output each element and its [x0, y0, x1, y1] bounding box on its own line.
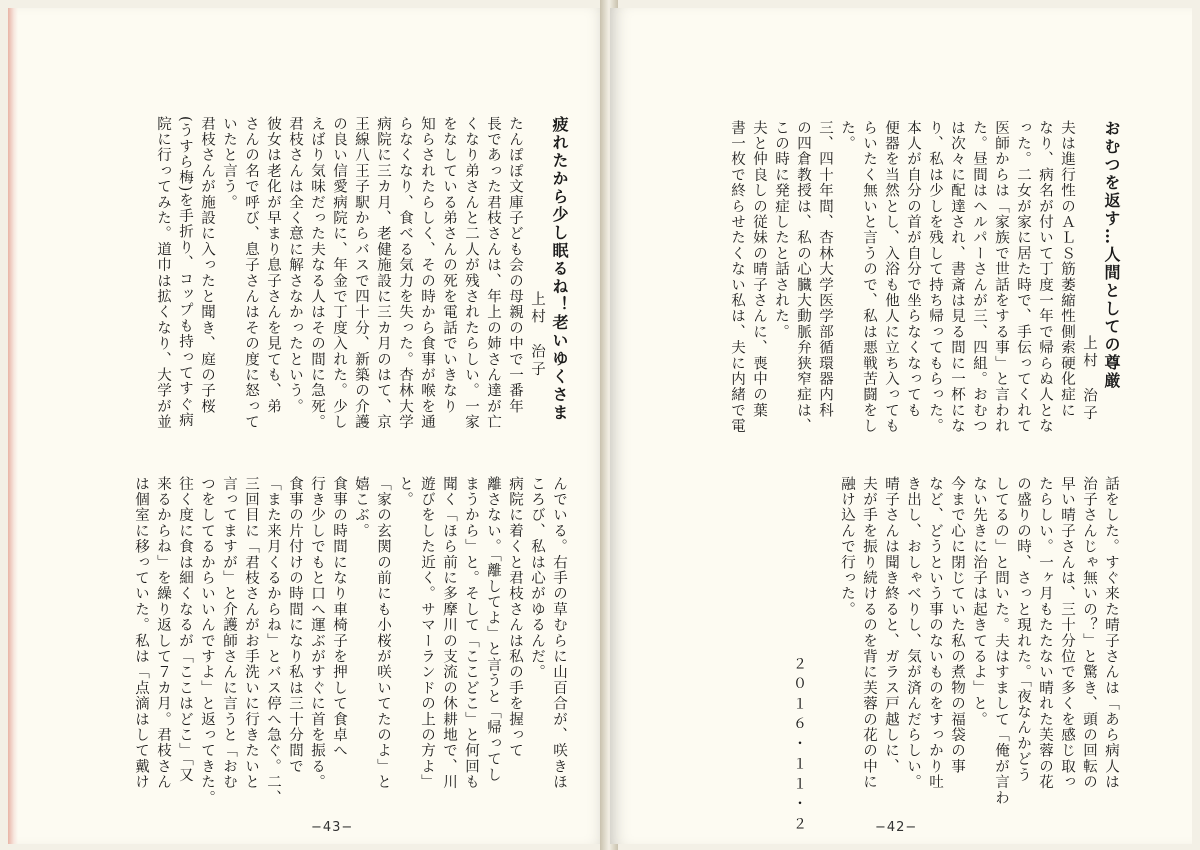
text-column: は個室に移っていた。私は「点滴はして戴け: [133, 476, 149, 790]
text-column: 君枝さんが施設に入ったと聞き、庭の子桜: [199, 116, 215, 415]
text-column: いたと言う。: [221, 116, 237, 211]
text-column: してるの」と問いた。夫はすまして「俺が言わ: [993, 476, 1009, 806]
text-column: さんの名で呼び、息子さんはその度に怒って: [243, 116, 259, 430]
text-column: り、私は少しを残して持ち帰ってもらった。: [927, 120, 943, 434]
text-column: ない先きに治子は起きてるよ」と。: [971, 476, 987, 728]
page-number: −43−: [311, 820, 354, 835]
essay-title: 疲れたから少し眠るね！老いゆくさま: [550, 116, 569, 422]
essay-title: おむつを返す…人間としての尊厳: [1102, 120, 1121, 390]
text-column: 三、四十年間、杏林大学医学部循環器内科: [817, 120, 833, 419]
text-column: んでいる。右手の草むらに山百合が、咲きほ: [551, 476, 567, 790]
right-upper-text-block: [726, 120, 1122, 450]
text-column: 夫が手を振り続けるのを背に芙蓉の花の中に: [861, 476, 877, 790]
text-column: 言ってますが」と介護師さんに言うと「おむ: [221, 476, 237, 790]
text-column: らいたく無いと言うので、私は悪戦苦闘をし: [861, 120, 877, 434]
text-column: 往く度に食は細くなるが「ここはどこ」「又: [177, 476, 193, 783]
text-column: 彼女は老化が早まり息子さんを見ても、弟: [265, 116, 281, 415]
text-column: 今まで心に閉じていた私の煮物の福袋の事: [949, 476, 965, 775]
page-43: [8, 8, 609, 844]
text-column: 来るからね」を繰り返して７カ月。君枝さん: [155, 476, 171, 790]
text-column: (うすら梅)を手折り、コップも持ってすぐ病: [177, 116, 193, 429]
text-column: の良い信愛病院に、年金で丁度入れた。少し: [331, 116, 347, 430]
text-column: えばり気味だった夫なる人はその間に急死。: [309, 116, 325, 430]
left-lower-text-block: [130, 476, 570, 806]
text-column: 嬉こぶ。: [353, 476, 369, 539]
author-byline: 上村 治子: [1081, 335, 1097, 423]
text-column: この時に発症したと話された。: [773, 120, 789, 340]
text-column: なり、病名が付いて丁度一年で帰らぬ人とな: [1037, 120, 1053, 434]
text-column: 医師からは「家族で世話をする事」と言われ: [993, 120, 1009, 434]
text-column: 便器を当然とし、入浴も他人に立ち入っても: [883, 120, 899, 434]
text-column: た。: [839, 120, 855, 152]
text-column: 離さない。「離してよ」と言うと「帰ってし: [485, 476, 501, 783]
text-column: 「家の玄関の前にも小桜が咲いてたのよ」と: [375, 476, 391, 790]
text-column: をなしている弟さんの死を電話でいきなり: [441, 116, 457, 415]
left-upper-text-block: [152, 116, 570, 436]
text-column: 夫は進行性のＡＬＳ筋萎縮性側索硬化症に: [1059, 120, 1075, 419]
text-column: 夫と仲良しの従妹の晴子さんに、喪中の葉: [751, 120, 767, 419]
text-column: たんぽぽ文庫子ども会の母親の中で一番年: [507, 116, 523, 415]
text-column: た。昼間はヘルパーさんが三、四組。おむつ: [971, 120, 987, 434]
text-column: 早い晴子さんは、三十分位で多くを感じ取っ: [1059, 476, 1075, 790]
text-column: 晴子さんは聞き終ると、ガラス戸越しに、: [883, 476, 899, 775]
text-column: ころび、私は心がゆるんだ。: [529, 476, 545, 681]
text-column: の四倉教授は、私の心臓大動脈弁狭窄症は、: [795, 120, 811, 434]
text-column: 聞く「ほら前に多摩川の支流の休耕地で、川: [441, 476, 457, 790]
text-column: 院に行ってみた。道巾は拡くなり、大学が並: [155, 116, 171, 430]
text-column: 長であった君枝さんは、年上の姉さん達が亡: [485, 116, 501, 430]
text-column: 君枝さんは全く意に解さなかったという。: [287, 116, 303, 415]
text-column: まうから」と。そして「ここどこ」と何回も: [463, 476, 479, 790]
text-column: くなり弟さんと二人が残されたらしい。一家: [463, 116, 479, 430]
essay-date: ２０１６・１１・２: [791, 656, 807, 836]
text-column: 「また来月くるからね」とバス停へ急ぐ。二、: [265, 476, 281, 806]
author-byline: 上村 治子: [529, 291, 545, 379]
text-column: 行き少しでもと口へ運ぶがすぐに首を振る。: [309, 476, 325, 790]
text-column: と。: [397, 476, 413, 508]
text-column: らなくなり、食べる気力を失った。杏林大学: [397, 116, 413, 430]
text-column: 王線八王子駅からバスで四十分、新築の介護: [353, 116, 369, 430]
text-column: 書一枚で終らせたくない私は、夫に内緒で電: [729, 120, 745, 434]
text-column: 話をした。すぐ来た晴子さんは「あら病人は: [1103, 476, 1119, 790]
right-lower-text-block: [836, 476, 1122, 806]
text-column: の盛りの時、さっと現れた。「夜なんかどう: [1015, 476, 1031, 783]
text-column: 融け込んで行った。: [839, 476, 855, 618]
text-column: 食事の時間になり車椅子を押して食卓へ: [331, 476, 347, 759]
text-column: たらしい。一ヶ月もたたない晴れた芙蓉の花: [1037, 476, 1053, 790]
text-column: 治子さんじゃ無いの？」と驚き、頭の回転の: [1081, 476, 1097, 790]
text-column: 病院に三カ月、老健施設に三カ月のはて、京: [375, 116, 391, 430]
page-42: [610, 8, 1192, 844]
text-column: った。二女が家に居た時で、手伝ってくれて: [1015, 120, 1031, 434]
text-column: 病院に着くと君枝さんは私の手を握って: [507, 476, 523, 759]
text-column: 三回目に「君枝さんがお手洗いに行きたいと: [243, 476, 259, 790]
text-column: は次々に配達され、書斎は見る間に一杯にな: [949, 120, 965, 434]
text-column: 遊びをした近く。サマーランドの上の方よ」: [419, 476, 435, 790]
text-column: 知らされたらしく、その時から食事が喉を通: [419, 116, 435, 430]
page-number: −42−: [875, 820, 918, 835]
text-column: 本人が自分の首が自分で坐らなくなっても: [905, 120, 921, 419]
text-column: き出し、おしゃべりし、気が済んだらしい。: [905, 476, 921, 790]
text-column: 食事の片付けの時間になり私は三十分間で: [287, 476, 303, 775]
text-column: つをしてるからいいんですよ」と返ってきた。: [199, 476, 215, 806]
text-column: など、どうという事のないものをすっかり吐: [927, 476, 943, 790]
